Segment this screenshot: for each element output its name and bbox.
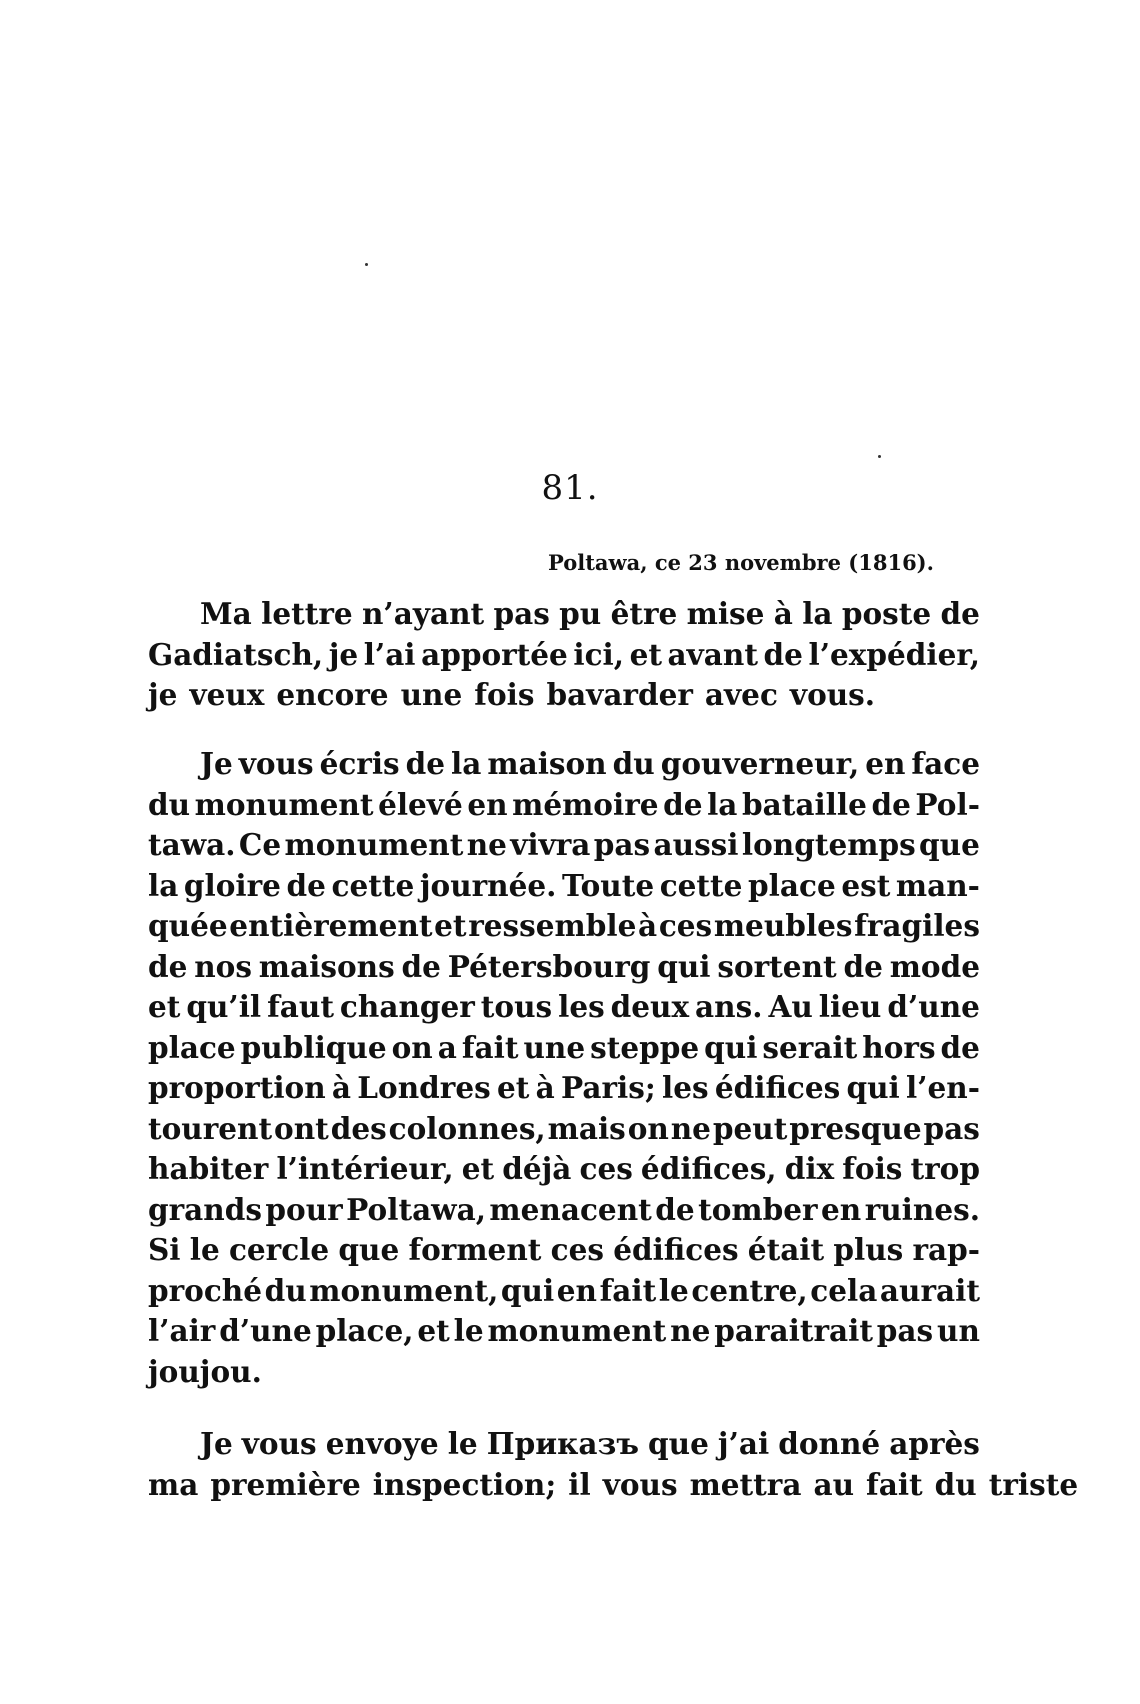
word: le [658, 1272, 689, 1308]
word: Si [148, 1232, 181, 1267]
word: ne [670, 1110, 711, 1146]
word: pas [493, 596, 550, 631]
word: l’intérieur, [276, 1151, 454, 1186]
word: ont [274, 1110, 329, 1146]
word: nos [194, 948, 252, 984]
word: être [610, 596, 678, 631]
word: le [189, 1232, 220, 1267]
word: mode [889, 948, 980, 984]
word: à [331, 1070, 352, 1105]
word: Ce [238, 827, 282, 862]
word: ici, [573, 636, 625, 672]
word: un [937, 1313, 980, 1348]
word: de [663, 786, 703, 822]
word: d’une [887, 989, 980, 1024]
word: entièrement [229, 908, 433, 943]
word: qui [500, 1272, 555, 1308]
word: ans. [695, 989, 763, 1024]
word: tomber [698, 1191, 818, 1227]
word: Pétersbourg [447, 948, 651, 984]
paragraph-2 [148, 744, 980, 1392]
word: de [286, 867, 326, 903]
letter-number: 81. [541, 468, 599, 508]
word: sortent [717, 948, 837, 984]
word: et [461, 1151, 495, 1186]
print-speck [365, 263, 368, 266]
word: place [748, 867, 836, 903]
word: veux [189, 677, 265, 712]
text-line [148, 1028, 980, 1069]
word: cercle [228, 1232, 330, 1267]
word: édifices [714, 1070, 841, 1105]
word: avant [667, 636, 758, 672]
paragraph-1 [148, 594, 980, 716]
word: que [338, 1232, 400, 1267]
word: cela [810, 1272, 878, 1308]
word: vous [238, 746, 314, 781]
word: fois [842, 1151, 903, 1186]
word: édifices [613, 1232, 739, 1267]
word: proché [148, 1272, 263, 1308]
word: on [627, 1110, 669, 1146]
word: faut [267, 989, 334, 1024]
word: en [467, 786, 508, 822]
word: et [629, 636, 662, 672]
word: je [148, 677, 178, 712]
word: vous. [789, 677, 876, 712]
word: l’ai [363, 636, 416, 672]
word: proportion [148, 1070, 326, 1105]
text-line [148, 866, 980, 907]
text-line [148, 1230, 980, 1271]
word: et [148, 989, 181, 1024]
paragraph-3 [148, 1424, 1079, 1505]
word: colonnes, [388, 1110, 546, 1146]
word: ma [148, 1466, 199, 1502]
word: que [648, 1426, 709, 1461]
word: plus [833, 1232, 904, 1267]
word: monument, [309, 1272, 499, 1308]
word: mise [686, 596, 765, 631]
word: Gadiatsch, [148, 636, 324, 672]
word: journée. [419, 867, 557, 903]
text-line [148, 1352, 980, 1393]
word: vous [602, 1466, 678, 1502]
word: la [802, 596, 833, 631]
word: pas [876, 1313, 934, 1348]
word: fait [866, 1466, 923, 1502]
word: n’ayant [361, 596, 485, 631]
text-line [148, 594, 980, 635]
word: monument [487, 1313, 667, 1348]
word: Pol- [915, 786, 980, 822]
word: place [148, 1029, 236, 1065]
word: que [919, 827, 980, 862]
word: de [763, 636, 803, 672]
word: et [434, 908, 467, 943]
word: tourent [148, 1110, 273, 1146]
word: face [911, 746, 980, 781]
word: Au [768, 989, 813, 1024]
word: ces [550, 1232, 604, 1267]
word: Приказъ [486, 1426, 639, 1461]
word: monument [194, 786, 374, 822]
word: de [401, 948, 441, 984]
word: en [865, 746, 906, 781]
word: de [148, 948, 188, 984]
word: mettra [689, 1466, 802, 1502]
word: inspection; [372, 1466, 557, 1502]
word: est [841, 867, 891, 903]
word: du [612, 746, 655, 781]
word: fragiles [854, 908, 980, 943]
word: man- [895, 867, 980, 903]
word: de [940, 596, 980, 631]
word: bataille [741, 786, 867, 822]
word: élevé [378, 786, 463, 822]
word: presque [789, 1110, 922, 1146]
word: on [391, 1029, 433, 1065]
word: qui [846, 1070, 900, 1105]
word: pour [265, 1191, 343, 1227]
word: de [871, 786, 911, 822]
word: gouverneur, [660, 746, 860, 781]
word: Ma [200, 596, 252, 631]
word: Je [200, 746, 233, 781]
word: hors [862, 1029, 936, 1065]
word: et [417, 1313, 450, 1348]
word: lettre [261, 596, 353, 631]
word: à [773, 596, 793, 631]
word: maison [487, 746, 607, 781]
word: du [264, 1272, 307, 1308]
word: écris [319, 746, 400, 781]
text-line [148, 825, 980, 866]
word: du [934, 1466, 977, 1502]
word: à [535, 1070, 555, 1105]
word: Je [200, 1426, 233, 1461]
word: trop [910, 1151, 980, 1186]
word: gloire [183, 867, 281, 903]
word: envoye [325, 1426, 439, 1461]
word: fait [599, 1272, 657, 1308]
word: Paris; [560, 1070, 656, 1105]
word: l’expédier, [808, 636, 980, 672]
word: donné [778, 1426, 881, 1461]
word: Londres [357, 1070, 491, 1105]
word: joujou. [148, 1353, 262, 1389]
text-line [148, 947, 980, 988]
word: habiter [148, 1151, 269, 1186]
word: avec [704, 677, 778, 712]
word: ces [658, 908, 713, 943]
word: aussi [653, 827, 739, 862]
text-line [148, 906, 980, 947]
word: bavarder [546, 677, 693, 712]
word: de [405, 746, 446, 781]
word: le [447, 1426, 478, 1461]
word: longtemps [741, 827, 916, 862]
word: en [821, 1191, 862, 1227]
word: fois [474, 677, 535, 712]
text-line [148, 675, 980, 716]
word: de [940, 1029, 980, 1065]
word: était [747, 1232, 825, 1267]
word: ressemble [468, 908, 637, 943]
word: pas [593, 827, 651, 862]
text-line [148, 1465, 1079, 1506]
word: tous [480, 989, 553, 1024]
word: qui [657, 948, 711, 984]
word: qui [704, 1029, 758, 1065]
word: apportée [421, 636, 568, 672]
word: vivra [510, 827, 591, 862]
word: peut [712, 1110, 788, 1146]
word: première [210, 1466, 361, 1502]
word: l’air [148, 1313, 216, 1348]
word: l’en- [906, 1070, 980, 1105]
text-line [148, 987, 980, 1028]
text-line [148, 785, 980, 826]
word: ne [670, 1313, 711, 1348]
word: vous [241, 1426, 317, 1461]
word: à [638, 908, 658, 943]
word: serait [762, 1029, 858, 1065]
word: quée [148, 908, 228, 943]
word: Toute [562, 867, 655, 903]
word: cette [331, 867, 415, 903]
word: forment [408, 1232, 542, 1267]
word: pu [559, 596, 602, 631]
word: place, [315, 1313, 414, 1348]
word: le [453, 1313, 484, 1348]
word: les [558, 989, 605, 1024]
word: d’une [219, 1313, 312, 1348]
text-line [148, 1271, 980, 1312]
word: fait [461, 1029, 519, 1065]
text-line [148, 1311, 980, 1352]
word: des [330, 1110, 387, 1146]
word: centre, [691, 1272, 808, 1308]
word: meubles [713, 908, 853, 943]
word: la [707, 786, 738, 822]
word: grands [148, 1191, 262, 1227]
text-line [148, 635, 980, 676]
text-line [148, 1424, 980, 1465]
word: steppe [590, 1029, 700, 1065]
word: deux [610, 989, 690, 1024]
word: je [328, 636, 359, 672]
text-line [148, 1190, 980, 1231]
word: monument [284, 827, 464, 862]
word: mais [547, 1110, 626, 1146]
dateline: Poltawa, ce 23 novembre (1816). [548, 550, 934, 575]
word: publique [240, 1029, 387, 1065]
word: dix [784, 1151, 835, 1186]
word: encore [276, 677, 389, 712]
word: du [148, 786, 191, 822]
word: cette [659, 867, 743, 903]
word: menacent [489, 1191, 652, 1227]
text-line [148, 1109, 980, 1150]
word: changer [339, 989, 475, 1024]
word: triste [988, 1466, 1079, 1502]
word: ces [579, 1151, 633, 1186]
word: lieu [818, 989, 882, 1024]
word: tawa. [148, 827, 236, 862]
word: au [813, 1466, 855, 1502]
word: poste [841, 596, 932, 631]
word: la [451, 746, 482, 781]
word: une [523, 1029, 586, 1065]
word: aurait [879, 1272, 980, 1308]
word: maisons [258, 948, 395, 984]
word: une [400, 677, 463, 712]
word: il [568, 1466, 591, 1502]
text-line [148, 744, 980, 785]
word: déjà [502, 1151, 572, 1186]
text-line [148, 1149, 980, 1190]
word: de [843, 948, 883, 984]
word: édifices, [640, 1151, 777, 1186]
word: après [889, 1426, 980, 1461]
word: a [437, 1029, 457, 1065]
word: les [662, 1070, 709, 1105]
word: mémoire [512, 786, 659, 822]
word: la [148, 867, 179, 903]
word: ne [466, 827, 507, 862]
word: ruines. [864, 1191, 980, 1227]
text-line [148, 1068, 980, 1109]
print-speck [878, 455, 881, 458]
word: Poltawa, [346, 1191, 486, 1227]
word: en [556, 1272, 597, 1308]
word: rap- [912, 1232, 980, 1267]
word: et [496, 1070, 530, 1105]
word: qu’il [186, 989, 262, 1024]
word: de [655, 1191, 695, 1227]
word: paraitrait [714, 1313, 873, 1348]
word: pas [923, 1110, 980, 1146]
word: j’ai [717, 1426, 770, 1461]
